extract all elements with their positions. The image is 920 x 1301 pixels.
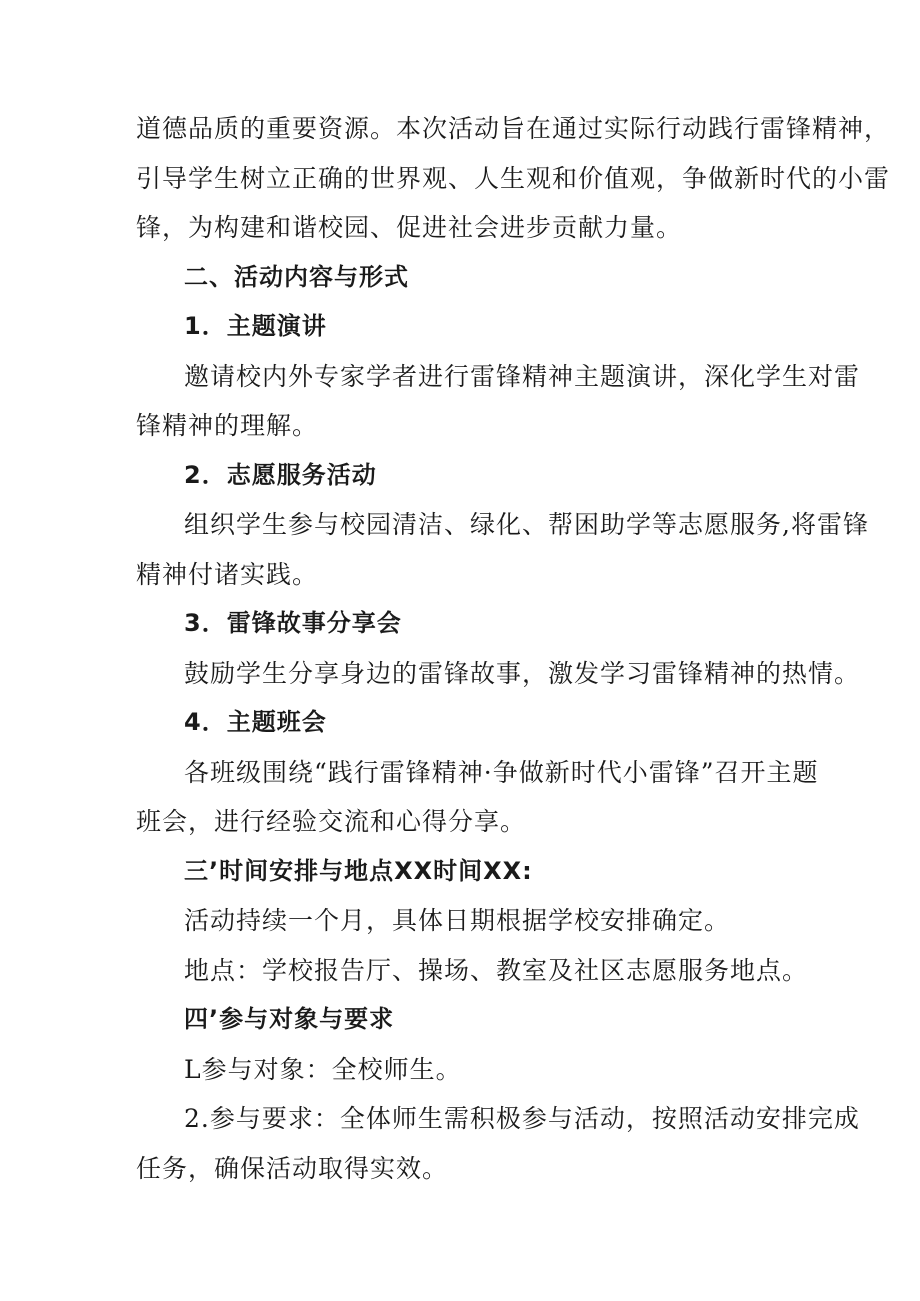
- paragraph-line: 任务，确保活动取得实效。: [136, 1153, 449, 1183]
- paragraph-line: 组织学生参与校园清洁、绿化、帮困助学等志愿服务,将雷锋: [184, 510, 869, 539]
- paragraph-line: 锋，为构建和谐校园、促进社会进步贡献力量。: [136, 213, 683, 242]
- paragraph-line: 精神付诸实践。: [136, 559, 319, 589]
- paragraph-line: 引导学生树立正确的世界观、人生观和价值观，争做新时代的小雷: [136, 163, 891, 193]
- document-body: [136, 104, 891, 1193]
- section-heading: 四’参与对象与要求: [184, 1005, 395, 1033]
- subsection-heading: 1．主题演讲: [184, 312, 327, 340]
- section-heading: 二、活动内容与形式: [184, 262, 409, 291]
- subsection-heading: 3．雷锋故事分享会: [184, 609, 402, 637]
- paragraph-line: 地点：学校报告厅、操场、教室及社区志愿服务地点。: [184, 955, 809, 985]
- paragraph-line: 道德品质的重要资源。本次活动旨在通过实际行动践行雷锋精神，: [136, 114, 891, 143]
- paragraph-line: 各班级围绕“践行雷锋精神·争做新时代小雷锋”召开主题: [184, 757, 819, 787]
- paragraph-line: 邀请校内外专家学者进行雷锋精神主题演讲，深化学生对雷: [184, 361, 861, 391]
- section-heading: 三’时间安排与地点XX时间XX:: [184, 856, 533, 885]
- paragraph-line: 班会，进行经验交流和心得分享。: [136, 807, 527, 836]
- subsection-heading: 4．主题班会: [184, 708, 327, 736]
- subsection-heading: 2．志愿服务活动: [184, 460, 377, 489]
- paragraph-line: 活动持续一个月，具体日期根据学校安排确定。: [184, 906, 731, 935]
- paragraph-line: L参与对象：全校师生。: [184, 1054, 462, 1084]
- paragraph-line: 锋精神的理解。: [136, 411, 319, 440]
- paragraph-line: 2.参与要求：全体师生需积极参与活动，按照活动安排完成: [184, 1104, 860, 1133]
- paragraph-line: 鼓励学生分享身边的雷锋故事，激发学习雷锋精神的热情。: [184, 658, 861, 688]
